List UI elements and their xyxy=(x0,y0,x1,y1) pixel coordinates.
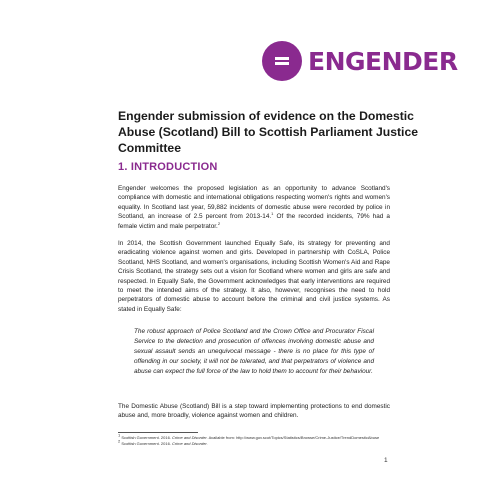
footnote-1: 1 Scottish Government. 2016. Crime and Disorder. Available from: http://www.gov.scot/Topics/Statistics/Browse/Crime-Justice/TrendDomesticAbuse xyxy=(118,432,380,440)
footnotes xyxy=(118,432,393,446)
block-quote: The robust approach of Police Scotland and the Crown Office and Procurator Fiscal Service to the detection and prosecution of offences involving domestic abuse and sexual assault sends an unequivocal message - there is no place for this type of offending in our society, it will not be tolerated, and that perpetrators of violence and abuse can expect the full force of the law to hold them to account for their behaviour. xyxy=(134,328,374,375)
footnote-divider xyxy=(118,432,198,433)
engender-logo xyxy=(262,40,458,82)
footnote-2: 2 Scottish Government. 2016. Crime and Disorder. xyxy=(118,438,208,446)
footnote-1-link[interactable]: Available from: http://www.gov.scot/Topics/Statistics/Browse/Crime-Justice/TrendDomesticAbuse xyxy=(207,435,380,440)
footnote-ref-2[interactable]: 2 xyxy=(217,220,221,226)
equals-logo-icon xyxy=(262,41,302,81)
logo-text: ENGENDER xyxy=(308,46,458,76)
footnote-ref-1[interactable]: 1 xyxy=(271,211,274,217)
paragraph-3: The Domestic Abuse (Scotland) Bill is a step toward implementing protections to end domestic abuse and, more broadly, violence against women and children. xyxy=(118,403,390,420)
page-number: 1 xyxy=(384,457,388,464)
section-heading: 1. INTRODUCTION xyxy=(118,161,218,173)
paragraph-2: In 2014, the Scottish Government launched Equally Safe, its strategy for preventing and eradicating violence against women and girls. Developed in partnership with CoSLA, Police Scotland, NHS Scotland, and women's organisations, including Scottish Women's Aid and Rape Crisis Scotland, the strategy sets out a vision for Scotland where women and girls are safe and respected. In Equally Safe, the Government acknowledges that early interventions are required to meet the intended aims of the strategy. It also, however, recognises the need to hold perpetrators of domestic abuse to account before the criminal and civil justice systems. As stated in Equally Safe: xyxy=(118,240,390,313)
document-title: Engender submission of evidence on the Domestic Abuse (Scotland) Bill to Scottish Parliament Justice Committee xyxy=(118,109,419,155)
paragraph-1: Engender welcomes the proposed legislation as an opportunity to advance Scotland's compliance with domestic and international obligations respecting women's rights and women's equality. In Scotland last year, 59,882 incidents of domestic abuse were recorded by police in Scotland, an increase of 2.5 percent from 2013-14.$^1$ Of the recorded incidents, 79% had a female victim and male perpetrator.$^2$ xyxy=(118,185,390,230)
